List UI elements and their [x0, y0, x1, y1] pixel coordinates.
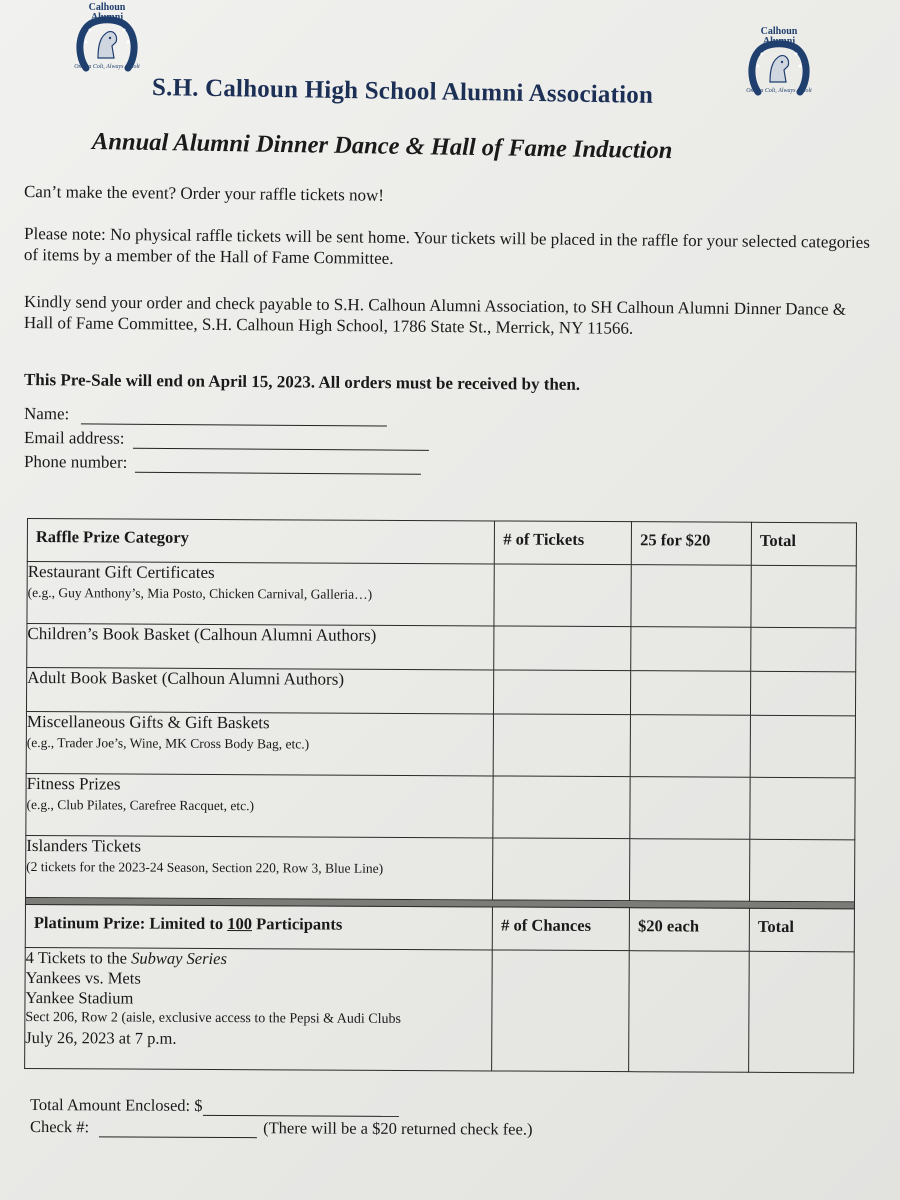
platinum-line-3: Yankee Stadium [25, 987, 134, 1008]
category-cell [26, 668, 494, 714]
logo-motto: Once a Colt, Always a Colt [746, 88, 812, 94]
category-name: Restaurant Gift Certificates [27, 562, 215, 582]
total-entry-cell[interactable] [751, 671, 856, 716]
category-example: (e.g., Guy Anthony’s, Mia Posto, Chicken Carnival, Galleria…) [27, 585, 373, 602]
platinum-line-5: July 26, 2023 at 7 p.m. [25, 1027, 177, 1048]
platinum-line-1 [26, 948, 492, 970]
platinum-total-header: Total [749, 908, 854, 952]
total-entry-cell[interactable] [750, 777, 855, 840]
mailing-instructions: Kindly send your order and check payable to S.H. Calhoun Alumni Association, to SH Calhoun Alumni Dinner Dance & Hall of Fame Committee, S.H. Calhoun High School, 1786 State St., Merrick, NY 11566. [23, 292, 847, 338]
tickets-entry-cell[interactable] [494, 670, 631, 715]
platinum-header-prefix: Platinum Prize: Limited to [33, 913, 228, 934]
category-example: (2 tickets for the 2023-24 Season, Section 220, Row 3, Blue Line) [26, 859, 384, 876]
price-cell [631, 565, 751, 628]
table-row [26, 711, 855, 777]
intro-line: Can’t make the event? Order your raffle tickets now! [23, 182, 385, 205]
platinum-header-suffix: Participants [251, 914, 343, 934]
platinum-price-header: $20 each [629, 908, 749, 952]
logo-text-line2: Alumni [762, 36, 796, 47]
platinum-prize-cell [25, 947, 493, 1070]
price-cell [631, 671, 751, 716]
phone-input-line[interactable] [135, 456, 421, 475]
logo-text-line2: Alumni [90, 12, 124, 23]
raffle-header-row [27, 519, 856, 566]
price-cell [631, 627, 751, 672]
organization-title: S.H. Calhoun High School Alumni Association [151, 74, 654, 109]
table-row [27, 562, 856, 628]
platinum-line-2: Yankees vs. Mets [25, 967, 141, 988]
category-name: Children’s Book Basket (Calhoun Alumni Authors) [27, 624, 377, 645]
tickets-entry-cell[interactable] [493, 714, 630, 777]
email-label: Email address: [23, 428, 125, 448]
platinum-line-4: Sect 206, Row 2 (aisle, exclusive access to the Pepsi & Audi Clubs [25, 1009, 402, 1027]
event-title: Annual Alumni Dinner Dance & Hall of Fame Induction [91, 128, 673, 165]
total-amount-row [30, 1095, 399, 1117]
total-amount-label: Total Amount Enclosed: $ [29, 1095, 203, 1115]
platinum-header-row [25, 904, 854, 951]
tickets-entry-cell[interactable] [493, 776, 630, 839]
name-input-line[interactable] [81, 407, 387, 426]
returned-check-note: (There will be a $20 returned check fee.) [263, 1118, 533, 1139]
check-number-label: Check #: [29, 1117, 90, 1137]
presale-deadline: This Pre-Sale will end on April 15, 2023. All orders must be received by then. [23, 370, 581, 394]
platinum-row [25, 947, 855, 1072]
tickets-entry-cell[interactable] [493, 838, 630, 901]
table-row [26, 668, 855, 716]
price-cell [630, 777, 750, 840]
chances-header: # of Chances [493, 907, 630, 951]
table-row [26, 835, 855, 901]
category-cell [27, 562, 495, 626]
logo-text-line1: Calhoun [88, 2, 126, 13]
subway-series-text: Subway Series [131, 948, 227, 969]
category-cell [26, 835, 494, 899]
platinum-line-1-prefix: 4 Tickets to the [25, 947, 132, 968]
category-cell [26, 773, 494, 837]
category-name: Fitness Prizes [26, 774, 121, 794]
check-number-row [30, 1117, 533, 1140]
platinum-price-cell [629, 951, 749, 1073]
price-header: 25 for $20 [631, 522, 751, 566]
platinum-header [25, 904, 493, 949]
category-example: (e.g., Trader Joe’s, Wine, MK Cross Body Bag, etc.) [26, 735, 310, 752]
category-cell [27, 624, 495, 670]
tickets-entry-cell[interactable] [494, 626, 631, 671]
category-cell [26, 711, 494, 775]
price-cell [630, 839, 750, 902]
name-label: Name: [23, 404, 70, 424]
total-amount-input-line[interactable] [202, 1099, 398, 1117]
total-header: Total [751, 522, 856, 566]
note-paragraph: Please note: No physical raffle tickets will be sent home. Your tickets will be placed in the raffle for your selected categories of items by a member of the Hall of Fame Committee. [23, 224, 870, 268]
raffle-order-table [24, 518, 857, 1073]
calhoun-alumni-logo-left [72, 2, 142, 76]
platinum-limit-number: 100 [227, 914, 253, 934]
category-example: (e.g., Club Pilates, Carefree Racquet, etc.) [26, 797, 255, 814]
phone-field-row [24, 452, 422, 475]
total-entry-cell[interactable] [751, 627, 856, 672]
chances-entry-cell[interactable] [492, 950, 630, 1072]
category-header: Raffle Prize Category [27, 519, 495, 564]
tickets-header: # of Tickets [495, 521, 632, 565]
total-entry-cell[interactable] [751, 565, 856, 628]
table-row [27, 624, 856, 672]
platinum-total-entry-cell[interactable] [749, 951, 855, 1073]
check-number-input-line[interactable] [99, 1120, 257, 1138]
email-input-line[interactable] [132, 432, 428, 451]
calhoun-alumni-logo-right [744, 26, 814, 100]
tickets-entry-cell[interactable] [494, 564, 631, 627]
logo-motto: Once a Colt, Always a Colt [74, 64, 140, 70]
category-name: Islanders Tickets [26, 836, 142, 856]
table-row [26, 773, 855, 839]
logo-text-line1: Calhoun [760, 26, 798, 37]
email-field-row [24, 428, 429, 451]
total-entry-cell[interactable] [750, 839, 855, 902]
category-name: Adult Book Basket (Calhoun Alumni Authors) [27, 668, 345, 689]
name-field-row [24, 404, 387, 427]
phone-label: Phone number: [23, 452, 128, 472]
total-entry-cell[interactable] [750, 715, 855, 778]
category-name: Miscellaneous Gifts & Gift Baskets [26, 712, 270, 733]
price-cell [630, 715, 750, 778]
